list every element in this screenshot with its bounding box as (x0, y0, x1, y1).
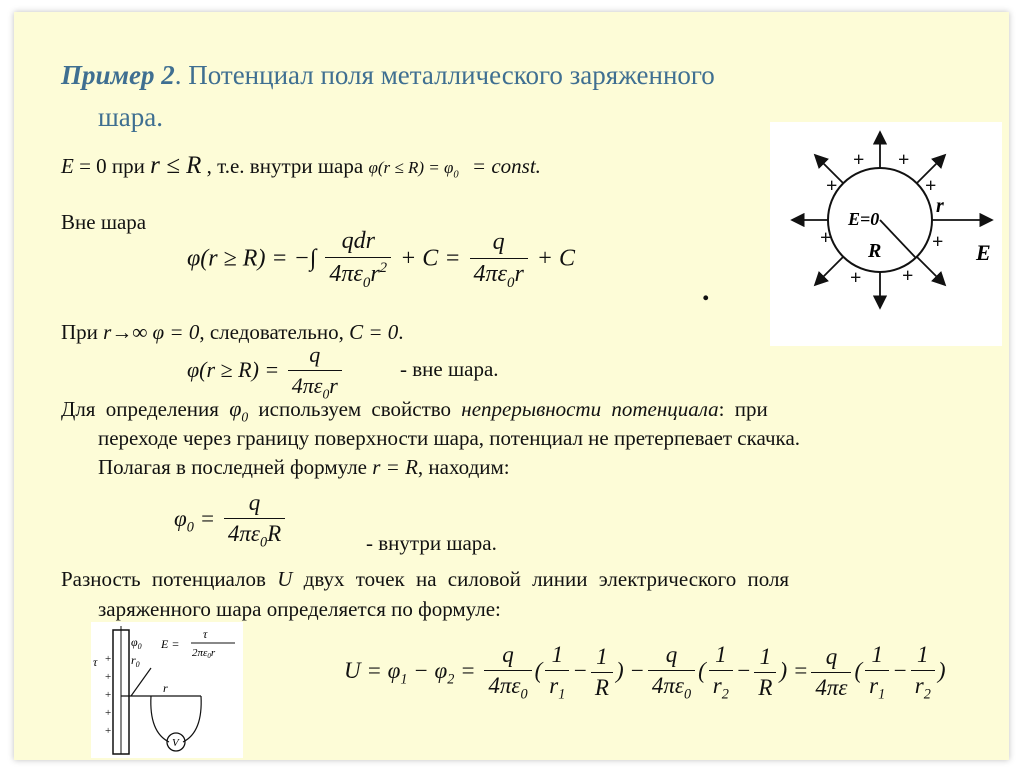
svg-text:+: + (105, 689, 112, 701)
e-formula-den: 2πε0r (192, 647, 216, 660)
difference-text-1: Разность потенциалов U двух точек на силовой линии электрического поля (61, 567, 790, 591)
phi0-label: $\varphi_0$ (131, 635, 142, 651)
ball-svg (770, 122, 1002, 346)
cylinder-diagram (91, 622, 243, 758)
plus-charges (820, 149, 943, 289)
formula-dot: . (702, 274, 710, 307)
outside-note: - вне шара. (400, 357, 499, 381)
svg-text:+: + (105, 707, 112, 719)
cylinder-charges (105, 653, 111, 737)
voltmeter-label: V (172, 737, 179, 749)
big-r-label: R (868, 240, 882, 262)
continuity-text-2: переходе через границу поверхности шара, потенциал не претерпевает скачка. (98, 426, 801, 450)
r-label-cyl: r (163, 681, 168, 695)
svg-text:+: + (853, 149, 865, 171)
svg-text:+: + (925, 175, 937, 197)
slide-title: Пример 2. Потенциал поля металлического заряженного (61, 60, 715, 90)
voltmeter-wires (151, 696, 201, 742)
slide-title-line2: шара. (98, 102, 164, 132)
radius-line (880, 220, 915, 257)
field-arrows (792, 132, 992, 308)
inside-note: - внутри шара. (366, 531, 497, 555)
continuity-text-3: Полагая в последней формуле r = R, находим: (98, 455, 510, 479)
svg-text:+: + (105, 671, 112, 683)
svg-text:+: + (105, 725, 112, 737)
svg-text:+: + (898, 149, 910, 171)
inside-field-line: E = 0 при r ≤ R , т.е. внутри шара $\varphi(r \le R) = \varphi_0$ = const. (61, 152, 541, 181)
e-vector-label: E (976, 240, 991, 265)
inside-potential-formula: $\varphi_0$ = $\frac{q}{4\pi\varepsilon_0R}$ (174, 490, 288, 552)
continuity-text-1: Для определения $\varphi_0$ используем свойство непрерывности потенциала: при (61, 396, 768, 425)
limit-line: При r→∞ φ = 0, следовательно, C = 0. (61, 320, 404, 344)
outside-formula: φ(r ≥ R) = −∫ $\frac{\text{qdr}}{4\pi\varepsilon_0r^2}$ + C = $\frac{q}{4\pi\varepsilon_0r}$ + C (187, 228, 575, 291)
svg-text:+: + (820, 227, 832, 249)
svg-text:+: + (850, 267, 862, 289)
r0-line (131, 668, 151, 696)
svg-text:+: + (932, 231, 944, 253)
e-formula-num: τ (203, 627, 208, 641)
r0-label: $r_0$ (131, 653, 140, 669)
svg-text:+: + (902, 265, 914, 287)
r-label: r (936, 195, 944, 217)
outside-label: Вне шара (61, 210, 147, 234)
cylinder-svg (91, 622, 243, 758)
difference-text-2: заряженного шара определяется по формуле: (98, 597, 501, 621)
slide (14, 12, 1009, 760)
difference-formula: $U = \varphi_1 - \varphi_2$ = $\frac{q}{4\pi\varepsilon_0}$ ( $\frac{1}{r_1}$ − $\frac{1}{R}$ ) − $\frac{q}{4\pi\varepsilon_0}$ ( $\frac{1}{r_2}$ − $\frac{1}{R}$ ) = $\frac{q}{4\pi\varepsilon}$ ( $\frac{1}{r_1}$ − $\frac{1}{r_2}$ ) (344, 642, 946, 703)
svg-text:+: + (105, 653, 112, 665)
outside-result-formula: φ(r ≥ R) = $\frac{q}{4\pi\varepsilon_0r}$ (187, 342, 345, 402)
tau-label: τ (93, 655, 98, 669)
svg-text:+: + (826, 175, 838, 197)
e-formula-lhs: E = (161, 637, 180, 651)
e-zero-label: E=0 (848, 209, 880, 229)
charged-ball-diagram (770, 122, 1002, 346)
